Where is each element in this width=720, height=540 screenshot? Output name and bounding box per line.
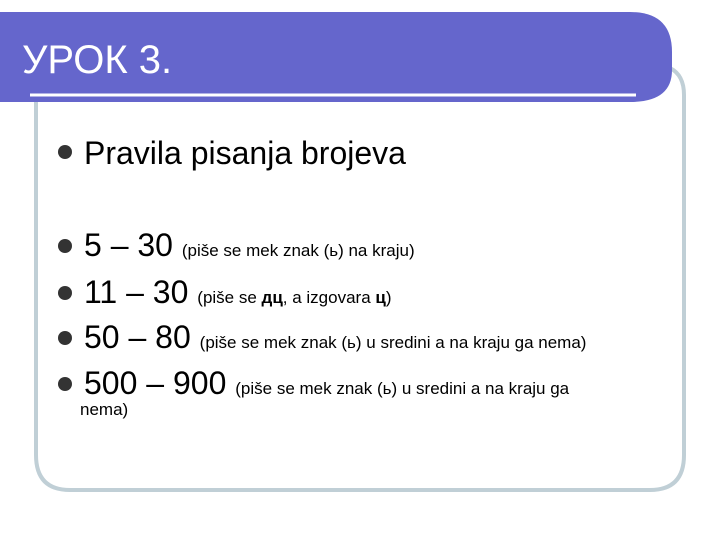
note-part: , a izgovara: [282, 288, 376, 307]
rule-note: [197, 288, 391, 307]
note-bold: дц: [261, 288, 283, 307]
rule-text: [84, 365, 569, 402]
bullet-dot-icon: [58, 331, 72, 345]
rule-note: (piše se mek znak (ь) na kraju): [181, 241, 415, 260]
bullet-dot-icon: [58, 145, 72, 159]
rule-text: [84, 319, 586, 356]
rule-range: 11 – 30: [84, 274, 189, 310]
note-part: (piše se: [197, 288, 262, 307]
heading-text: Pravila pisanja brojeva: [84, 135, 406, 171]
bullet-dot-icon: [58, 239, 72, 253]
rule-range: 50 – 80: [84, 319, 191, 355]
rule-note-continuation: nema): [80, 400, 129, 419]
rule-note: (piše se mek znak (ь) u sredini a na kraju ga: [235, 379, 570, 398]
slide-title: УРОК 3.: [22, 38, 173, 82]
rule-note: (piše se mek znak (ь) u sredini a na kraju ga nema): [199, 333, 587, 352]
note-part: ): [385, 288, 392, 307]
bullet-dot-icon: [58, 286, 72, 300]
rule-range: 500 – 900: [84, 365, 227, 401]
rule-text: [84, 227, 415, 264]
bullet-dot-icon: [58, 377, 72, 391]
rule-range: 5 – 30: [84, 227, 173, 263]
note-bold: ц: [375, 288, 386, 307]
rule-text: [84, 274, 392, 311]
